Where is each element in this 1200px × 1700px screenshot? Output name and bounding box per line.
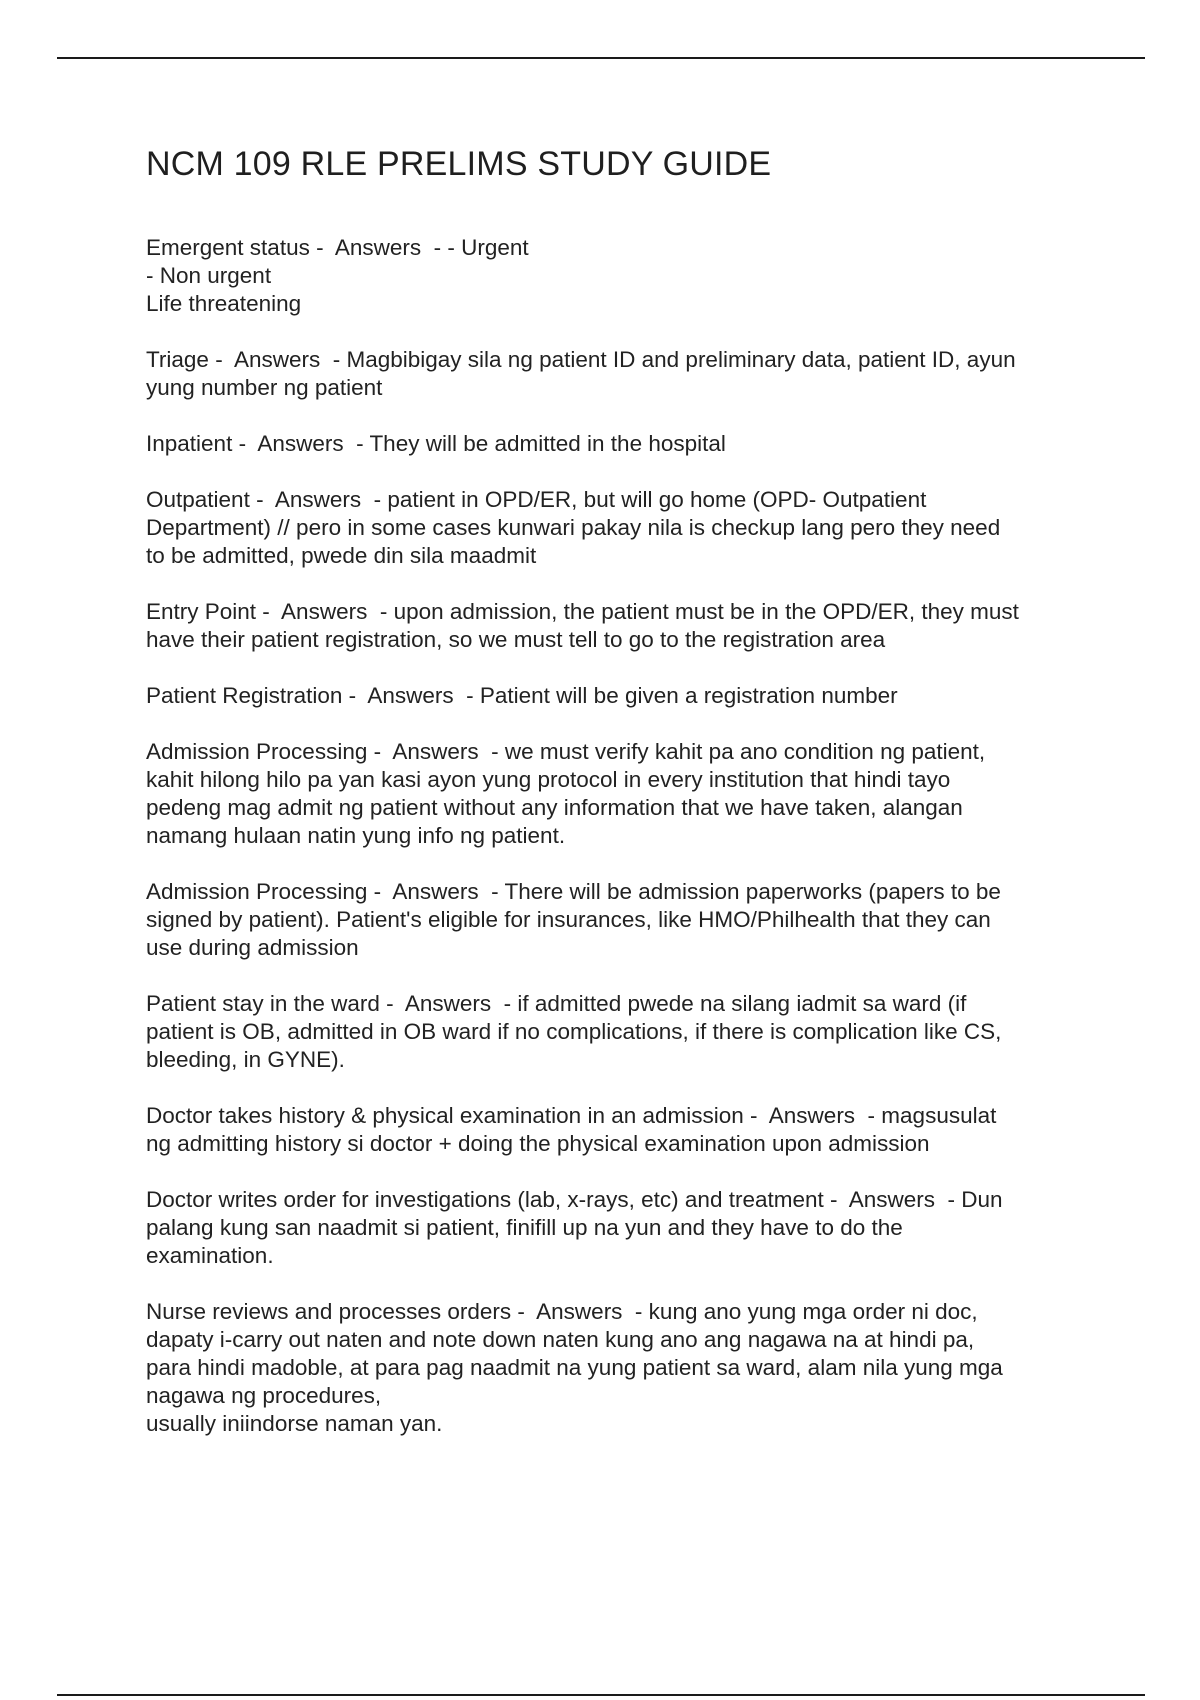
entry-line: ng admitting history si doctor + doing the physical examination upon admission	[146, 1131, 930, 1156]
entry-line: patient is OB, admitted in OB ward if no complications, if there is complication like CS,	[146, 1019, 1002, 1044]
entry-line: Admission Processing - Answers - we must verify kahit pa ano condition ng patient,	[146, 739, 986, 764]
entry-line: Admission Processing - Answers - There will be admission paperworks (papers to be	[146, 879, 1001, 904]
entry-line: Entry Point - Answers - upon admission, the patient must be in the OPD/ER, they must	[146, 599, 1019, 624]
bottom-divider	[57, 1694, 1145, 1696]
entry-line: Department) // pero in some cases kunwari pakay nila is checkup lang pero they need	[146, 515, 1001, 540]
study-entry	[146, 1186, 1096, 1270]
entry-line: usually iniindorse naman yan.	[146, 1411, 443, 1436]
entry-line: Patient stay in the ward - Answers - if admitted pwede na silang iadmit sa ward (if	[146, 991, 967, 1016]
entry-line: bleeding, in GYNE).	[146, 1047, 345, 1072]
entry-line: Life threatening	[146, 291, 302, 316]
entry-line: use during admission	[146, 935, 359, 960]
entry-line: pedeng mag admit ng patient without any information that we have taken, alangan	[146, 795, 963, 820]
entry-line: Triage - Answers - Magbibigay sila ng patient ID and preliminary data, patient ID, ayun	[146, 347, 1016, 372]
entry-line: kahit hilong hilo pa yan kasi ayon yung protocol in every institution that hindi tayo	[146, 767, 951, 792]
entry-line: to be admitted, pwede din sila maadmit	[146, 543, 537, 568]
study-entry	[146, 234, 1096, 318]
top-divider	[57, 57, 1145, 59]
entry-line: Outpatient - Answers - patient in OPD/ER, but will go home (OPD- Outpatient	[146, 487, 927, 512]
study-entry	[146, 1102, 1096, 1158]
study-entry	[146, 738, 1096, 850]
entry-line: palang kung san naadmit si patient, finifill up na yun and they have to do the	[146, 1215, 903, 1240]
study-entry	[146, 1298, 1096, 1438]
study-entry	[146, 486, 1096, 570]
document-title: NCM 109 RLE PRELIMS STUDY GUIDE	[146, 145, 772, 183]
entry-line: Doctor takes history & physical examination in an admission - Answers - magsusulat	[146, 1103, 997, 1128]
entry-line: Nurse reviews and processes orders - Answers - kung ano yung mga order ni doc,	[146, 1299, 978, 1324]
entry-line: Inpatient - Answers - They will be admitted in the hospital	[146, 431, 726, 456]
study-entry	[146, 682, 1096, 710]
entry-list	[146, 234, 1096, 1438]
entry-line: namang hulaan natin yung info ng patient.	[146, 823, 566, 848]
entry-line: para hindi madoble, at para pag naadmit na yung patient sa ward, alam nila yung mga	[146, 1355, 1003, 1380]
entry-line: nagawa ng procedures,	[146, 1383, 382, 1408]
study-entry	[146, 990, 1096, 1074]
entry-line: yung number ng patient	[146, 375, 383, 400]
entry-line: Emergent status - Answers - - Urgent	[146, 235, 529, 260]
study-entry	[146, 430, 1096, 458]
study-entry	[146, 878, 1096, 962]
entry-line: Doctor writes order for investigations (lab, x-rays, etc) and treatment - Answers - Dun	[146, 1187, 1003, 1212]
entry-line: - Non urgent	[146, 263, 272, 288]
entry-line: signed by patient). Patient's eligible for insurances, like HMO/Philhealth that they can	[146, 907, 991, 932]
entry-line: have their patient registration, so we must tell to go to the registration area	[146, 627, 886, 652]
study-entry	[146, 346, 1096, 402]
entry-line: dapaty i-carry out naten and note down naten kung ano ang nagawa na at hindi pa,	[146, 1327, 975, 1352]
document-body	[146, 140, 1096, 1466]
entry-line: examination.	[146, 1243, 274, 1268]
entry-line: Patient Registration - Answers - Patient will be given a registration number	[146, 683, 898, 708]
study-entry	[146, 598, 1096, 654]
